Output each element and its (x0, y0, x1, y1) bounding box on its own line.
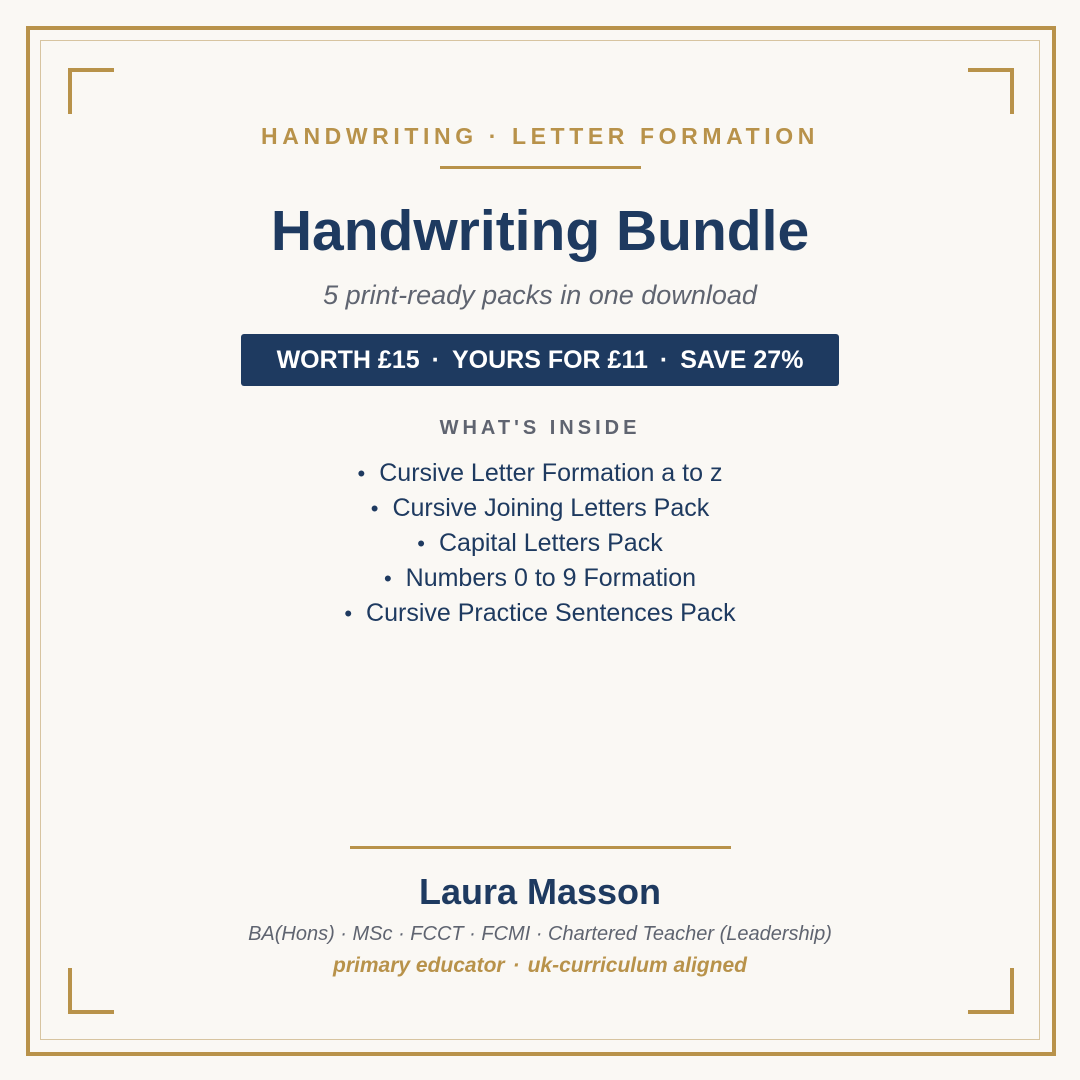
author-name: Laura Masson (418, 871, 662, 912)
bullet-icon: • (417, 531, 425, 556)
list-item-label: Cursive Letter Formation a to z (379, 459, 723, 487)
list-item (0, 491, 1080, 526)
author-credentials: BA(Hons) · MSc · FCCT · FCMI · Chartered Teacher (Leadership) (248, 923, 832, 945)
bullet-icon: • (383, 566, 392, 591)
price-separator: · (431, 346, 440, 374)
tagline-secondary: uk-curriculum aligned (527, 954, 747, 977)
category-eyebrow: HANDWRITING · LETTER FORMATION (261, 123, 819, 149)
price-separator: · (659, 346, 669, 374)
author-divider (350, 846, 731, 849)
list-item-label: Cursive Joining Letters Pack (392, 494, 710, 522)
tagline-primary: primary educator (333, 954, 505, 977)
list-item (0, 456, 1080, 491)
contents-list (0, 456, 1080, 631)
subtitle: 5 print-ready packs in one download (323, 280, 757, 310)
list-item (0, 596, 1080, 631)
price-banner (241, 334, 839, 386)
list-item-label: Cursive Practice Sentences Pack (366, 599, 736, 627)
list-item (0, 526, 1080, 561)
list-item-label: Capital Letters Pack (438, 529, 663, 557)
list-item-label: Numbers 0 to 9 Formation (405, 564, 697, 592)
tagline-separator: · (512, 954, 520, 977)
list-item (0, 561, 1080, 596)
bullet-icon: • (344, 601, 353, 626)
title-divider (440, 166, 641, 169)
price-yours-for: YOURS FOR £11 (451, 346, 648, 374)
bullet-icon: • (357, 461, 366, 486)
price-worth: WORTH £15 (276, 346, 420, 374)
corner-ornament-top-left (68, 68, 114, 114)
price-save: SAVE 27% (680, 346, 804, 374)
bullet-icon: • (370, 496, 379, 521)
whats-inside-heading: WHAT'S INSIDE (439, 417, 641, 439)
author-tagline (0, 952, 1080, 980)
corner-ornament-top-right (968, 68, 1014, 114)
page-title: Handwriting Bundle (270, 199, 810, 263)
